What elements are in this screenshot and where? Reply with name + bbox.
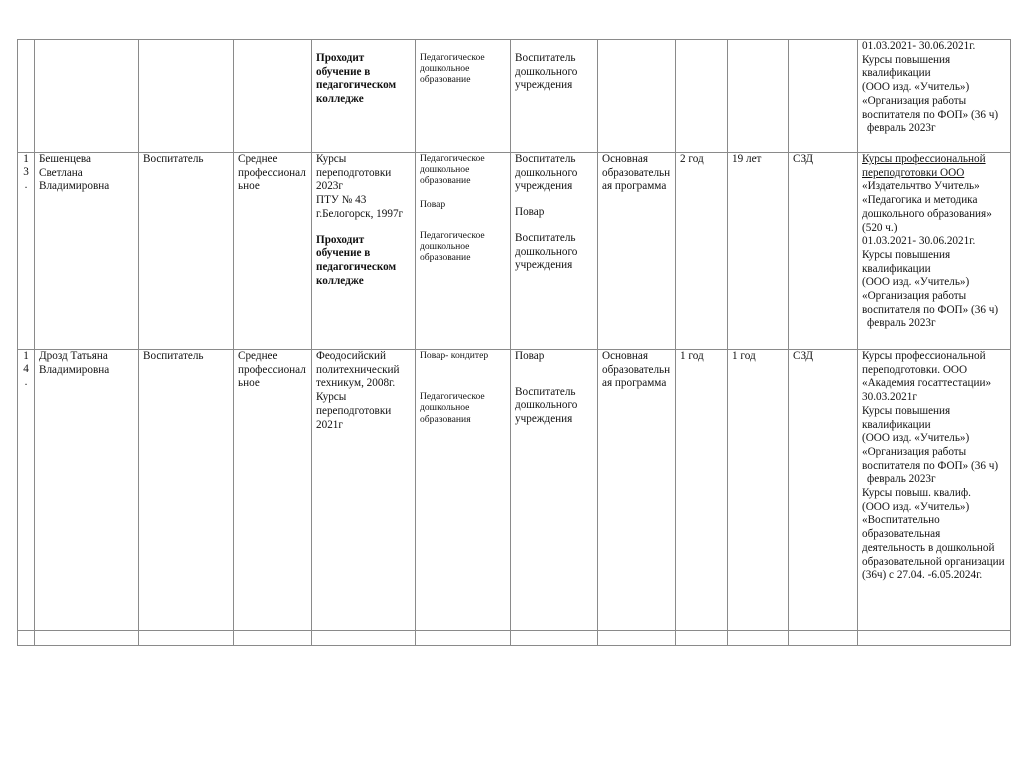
cell-program: Основная образовательная программа — [598, 153, 676, 350]
cell-qualification — [511, 153, 598, 350]
course-entry: (ООО изд. «Учитель») — [862, 276, 970, 289]
course-entry: «Организация работы воспитателя по ФОП» (36 ч) — [862, 94, 999, 121]
cell-empty — [511, 631, 598, 646]
qualification-entry: Повар — [515, 206, 545, 219]
cell-name — [35, 40, 139, 153]
course-entry: «Педагогика и методика дошкольного образования» (520 ч.) — [862, 194, 992, 234]
course-entry: «Организация работы воспитателя по ФОП» (36 ч) — [862, 445, 999, 472]
course-entry: (ООО изд. «Учитель») — [862, 432, 970, 445]
cell-program: Основная образовательная программа — [598, 350, 676, 631]
course-entry: февраль 2023г — [867, 317, 936, 330]
cell-position: Воспитатель — [139, 350, 234, 631]
table-row — [18, 40, 1011, 153]
cell-empty — [35, 631, 139, 646]
cell-training — [312, 40, 416, 153]
specialty-entry: Педагогическое дошкольное образование — [420, 229, 485, 264]
cell-name: Дрозд Татьяна Владимировна — [35, 350, 139, 631]
course-entry: Курсы профессиональной переподготовки ООО — [862, 153, 986, 179]
cell-experience-total: 2 год — [676, 153, 728, 350]
qualification-entry: Повар — [515, 350, 545, 362]
cell-empty — [139, 631, 234, 646]
cell-name: Бешенцева Светлана Владимировна — [35, 153, 139, 350]
cell-education: Среднее профессиональное — [234, 153, 312, 350]
cell-position — [139, 40, 234, 153]
qualification-entry: Воспитатель дошкольного учреждения — [515, 153, 578, 193]
cell-number — [18, 40, 35, 153]
cell-experience-ped: 19 лет — [728, 153, 789, 350]
cell-training — [312, 153, 416, 350]
cell-education: Среднее профессиональное — [234, 350, 312, 631]
cell-empty — [676, 631, 728, 646]
cell-category — [789, 40, 858, 153]
qualification-entry: Воспитатель дошкольного учреждения — [515, 231, 578, 272]
cell-courses — [858, 350, 1011, 631]
specialty-entry: Педагогическое дошкольное образование — [420, 153, 485, 187]
cell-empty — [728, 631, 789, 646]
specialty-entry: Педагогическое дошкольное образования — [420, 391, 485, 425]
cell-specialty — [416, 350, 511, 631]
cell-empty — [598, 631, 676, 646]
cell-program — [598, 40, 676, 153]
course-entry: «Воспитательно образовательная деятельность в дошкольной образовательной организации (36ч) с 27.04. -6.05.2024г. — [862, 514, 1005, 582]
qualification-entry: Воспитатель дошкольного учреждения — [515, 385, 578, 426]
cell-category: СЗД — [789, 153, 858, 350]
course-entry: 01.03.2021- 30.06.2021г. — [862, 40, 976, 52]
course-entry: Курсы повышения квалификации — [862, 248, 951, 275]
course-entry: (ООО изд. «Учитель») — [862, 500, 970, 513]
cell-training — [312, 350, 416, 631]
cell-empty — [858, 631, 1011, 646]
course-entry: «Издательчтво Учитель» — [862, 180, 980, 193]
cell-empty — [234, 631, 312, 646]
course-entry: (ООО изд. «Учитель») — [862, 81, 970, 94]
training-entry: Курсы переподготовки 2023г — [316, 153, 392, 193]
cell-specialty — [416, 40, 511, 153]
cell-position: Воспитатель — [139, 153, 234, 350]
table-row — [18, 350, 1011, 631]
cell-experience-total: 1 год — [676, 350, 728, 631]
course-entry: Курсы повышения квалификации — [862, 53, 951, 80]
course-entry: «Организация работы воспитателя по ФОП» (36 ч) — [862, 290, 999, 316]
specialty-entry: Повар- кондитер — [420, 350, 489, 361]
cell-experience-ped: 1 год — [728, 350, 789, 631]
cell-number: 14. — [18, 350, 35, 631]
cell-experience-total — [676, 40, 728, 153]
course-entry: Курсы повышения квалификации — [862, 404, 951, 431]
specialty-entry: Педагогическое дошкольное образование — [420, 52, 485, 86]
course-entry: Курсы профессиональной переподготовки. ООО «Академия госаттестации» 30.03.2021г — [862, 350, 992, 404]
cell-category: СЗД — [789, 350, 858, 631]
cell-empty — [18, 631, 35, 646]
course-entry: февраль 2023г — [867, 122, 936, 135]
cell-courses — [858, 40, 1011, 153]
staff-table — [17, 39, 1011, 646]
training-entry: Курсы переподготовки 2021г — [316, 391, 392, 431]
cell-number: 13. — [18, 153, 35, 350]
cell-empty — [312, 631, 416, 646]
training-entry: ПТУ № 43 г.Белогорск, 1997г — [316, 194, 404, 220]
cell-empty — [416, 631, 511, 646]
training-entry: Проходит обучение в педагогическом колледже — [316, 233, 397, 287]
cell-qualification — [511, 350, 598, 631]
training-entry: Феодосийский политехнический техникум, 2008г. — [316, 350, 400, 390]
cell-empty — [789, 631, 858, 646]
table-row-empty — [18, 631, 1011, 646]
course-entry: февраль 2023г — [867, 473, 936, 486]
specialty-entry: Повар — [420, 198, 446, 210]
cell-courses — [858, 153, 1011, 350]
training-entry: Проходит обучение в педагогическом колледже — [316, 52, 397, 106]
course-entry: 01.03.2021- 30.06.2021г. — [862, 235, 976, 248]
cell-qualification — [511, 40, 598, 153]
course-entry: Курсы повыш. квалиф. — [862, 487, 971, 500]
cell-specialty — [416, 153, 511, 350]
qualification-entry: Воспитатель дошкольного учреждения — [515, 52, 578, 92]
table-row — [18, 153, 1011, 350]
cell-experience-ped — [728, 40, 789, 153]
cell-education — [234, 40, 312, 153]
